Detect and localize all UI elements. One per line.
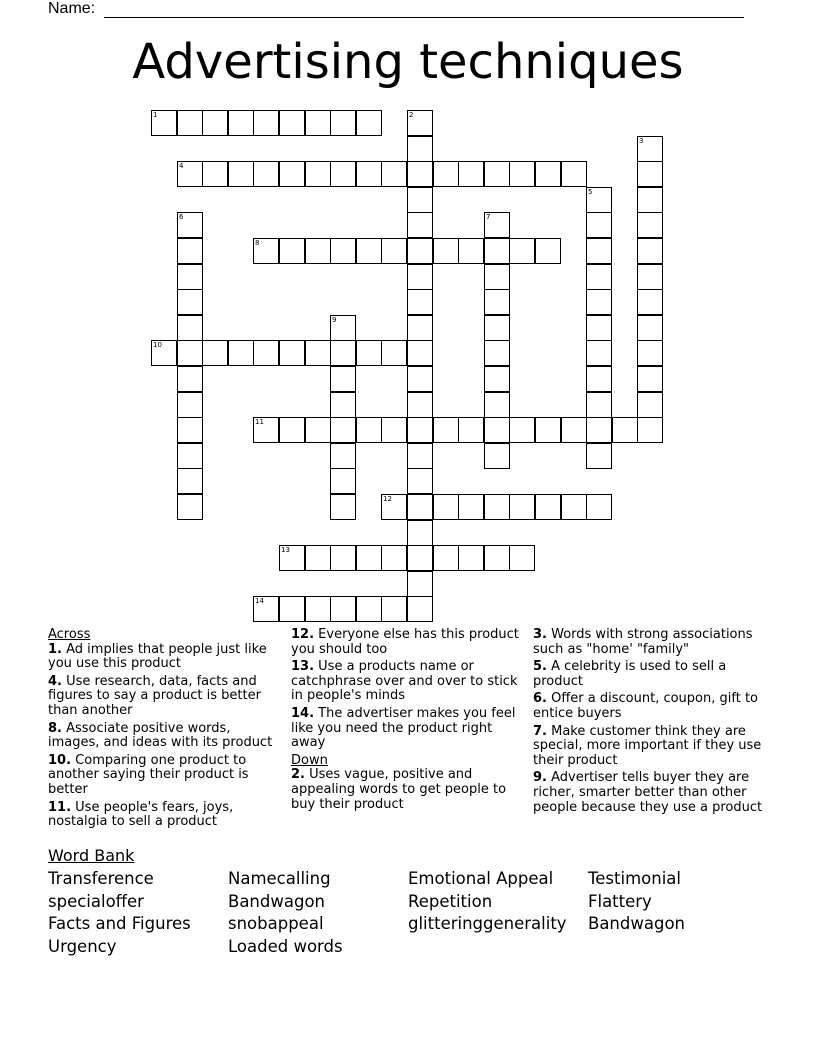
crossword-cell[interactable] <box>458 161 484 187</box>
crossword-cell[interactable] <box>586 187 612 213</box>
crossword-cell[interactable] <box>407 315 433 341</box>
word-bank-item: Flattery <box>588 891 652 911</box>
crossword-cell[interactable] <box>279 340 305 366</box>
crossword-cell[interactable] <box>535 417 561 443</box>
clue-column-3 <box>533 628 773 818</box>
crossword-cell[interactable] <box>433 494 459 520</box>
word-bank-item: Emotional Appeal <box>408 869 554 888</box>
word-bank-item: Bandwagon <box>228 891 325 911</box>
crossword-cell[interactable] <box>484 417 510 443</box>
crossword-cell[interactable] <box>228 110 254 136</box>
crossword-cell[interactable] <box>535 161 561 187</box>
crossword-cell[interactable] <box>407 366 433 392</box>
crossword-cell[interactable] <box>484 366 510 392</box>
crossword-cell[interactable] <box>305 340 331 366</box>
crossword-cell[interactable] <box>586 289 612 315</box>
crossword-cell[interactable] <box>484 545 510 571</box>
clue-down-5: 5. A celebrity is used to sell a product <box>533 659 727 689</box>
crossword-cell[interactable] <box>228 340 254 366</box>
crossword-cell[interactable] <box>407 212 433 238</box>
crossword-cell[interactable] <box>177 494 203 520</box>
down-heading: Down <box>291 752 328 768</box>
crossword-cell[interactable] <box>228 161 254 187</box>
crossword-cell[interactable] <box>509 161 535 187</box>
clue-across-10: 10. Comparing one product to another saying their product is better <box>48 752 249 797</box>
clue-number: 3 <box>639 137 644 145</box>
crossword-cell[interactable] <box>330 315 356 341</box>
crossword-cell[interactable] <box>561 494 587 520</box>
crossword-cell[interactable] <box>458 545 484 571</box>
crossword-cell[interactable] <box>586 417 612 443</box>
crossword-cell[interactable] <box>484 340 510 366</box>
crossword-cell[interactable] <box>177 289 203 315</box>
crossword-cell[interactable] <box>177 212 203 238</box>
crossword-cell[interactable] <box>407 494 433 520</box>
crossword-cell[interactable] <box>407 110 433 136</box>
clue-down-9: 9. Advertiser tells buyer they are richer, smarter better than other people because they use a product <box>533 770 763 815</box>
crossword-cell[interactable] <box>637 238 663 264</box>
clue-number: 12 <box>383 495 392 503</box>
crossword-cell[interactable] <box>637 289 663 315</box>
crossword-cell[interactable] <box>356 596 382 622</box>
crossword-cell[interactable] <box>177 161 203 187</box>
crossword-cell[interactable] <box>356 238 382 264</box>
crossword-cell[interactable] <box>586 392 612 418</box>
crossword-cell[interactable] <box>177 110 203 136</box>
crossword-cell[interactable] <box>637 417 663 443</box>
crossword-cell[interactable] <box>586 238 612 264</box>
crossword-cell[interactable] <box>407 443 433 469</box>
crossword-cell[interactable] <box>253 110 279 136</box>
crossword-cell[interactable] <box>407 520 433 546</box>
crossword-cell[interactable] <box>177 392 203 418</box>
page-title: Advertising techniques <box>132 34 684 90</box>
clue-across-14: 14. The advertiser makes you feel like you need the product right away <box>291 705 516 751</box>
crossword-cell[interactable] <box>177 315 203 341</box>
crossword-cell[interactable] <box>407 596 433 622</box>
clue-number: 8 <box>255 239 260 247</box>
crossword-cell[interactable] <box>637 161 663 187</box>
crossword-cell[interactable] <box>586 340 612 366</box>
clue-number: 10 <box>153 341 162 349</box>
crossword-cell[interactable] <box>612 417 638 443</box>
crossword-cell[interactable] <box>202 110 228 136</box>
crossword-cell[interactable] <box>407 187 433 213</box>
crossword-cell[interactable] <box>586 264 612 290</box>
crossword-cell[interactable] <box>330 110 356 136</box>
word-bank-item: Repetition <box>408 891 493 911</box>
crossword-cell[interactable] <box>279 161 305 187</box>
clue-across-11: 11. Use people's fears, joys, nostalgia to sell a product <box>48 799 234 830</box>
clue-number: 5 <box>588 188 593 196</box>
crossword-cell[interactable] <box>433 238 459 264</box>
crossword-cell[interactable] <box>177 238 203 264</box>
crossword-cell[interactable] <box>177 340 203 366</box>
clue-number: 1 <box>153 111 158 119</box>
crossword-cell[interactable] <box>586 494 612 520</box>
crossword-cell[interactable] <box>458 494 484 520</box>
crossword-cell[interactable] <box>356 110 382 136</box>
crossword-cell[interactable] <box>484 161 510 187</box>
word-bank-item: Namecalling <box>228 869 331 888</box>
crossword-cell[interactable] <box>330 596 356 622</box>
crossword-cell[interactable] <box>305 161 331 187</box>
clue-across-13: 13. Use a products name or catchphrase over and over to stick in people's minds <box>291 659 518 704</box>
crossword-cell[interactable] <box>407 417 433 443</box>
crossword-cell[interactable] <box>484 494 510 520</box>
across-heading: Across <box>48 627 91 642</box>
crossword-cell[interactable] <box>509 417 535 443</box>
clue-number: 6 <box>179 213 184 221</box>
clue-number: 9 <box>332 316 337 324</box>
crossword-cell[interactable] <box>484 289 510 315</box>
crossword-cell[interactable] <box>356 545 382 571</box>
clue-column-2 <box>291 628 523 815</box>
crossword-cell[interactable] <box>330 340 356 366</box>
word-bank-item: Transference <box>48 869 154 888</box>
crossword-cell[interactable] <box>381 596 407 622</box>
crossword-cell[interactable] <box>407 571 433 597</box>
crossword-cell[interactable] <box>253 161 279 187</box>
crossword-cell[interactable] <box>202 340 228 366</box>
crossword-cell[interactable] <box>637 315 663 341</box>
crossword-cell[interactable] <box>151 340 177 366</box>
clue-number: 11 <box>255 418 264 426</box>
crossword-cell[interactable] <box>177 443 203 469</box>
word-bank-item: Urgency <box>48 936 117 956</box>
clue-down-6: 6. Offer a discount, coupon, gift to entice buyers <box>533 691 758 721</box>
crossword-cell[interactable] <box>433 545 459 571</box>
crossword-cell[interactable] <box>637 340 663 366</box>
crossword-cell[interactable] <box>509 494 535 520</box>
crossword-cell[interactable] <box>305 545 331 571</box>
crossword-cell[interactable] <box>407 238 433 264</box>
crossword-cell[interactable] <box>535 494 561 520</box>
crossword-cell[interactable] <box>407 392 433 418</box>
crossword-cell[interactable] <box>330 545 356 571</box>
clue-across-8: 8. Associate positive words, images, and ideas with its product <box>48 720 273 751</box>
crossword-cell[interactable] <box>484 315 510 341</box>
crossword-cell[interactable] <box>484 212 510 238</box>
crossword-cell[interactable] <box>407 161 433 187</box>
crossword-cell[interactable] <box>433 161 459 187</box>
clue-number: 7 <box>486 213 491 221</box>
clue-number: 4 <box>179 162 184 170</box>
crossword-cell[interactable] <box>586 366 612 392</box>
crossword-cell[interactable] <box>407 264 433 290</box>
crossword-cell[interactable] <box>330 417 356 443</box>
crossword-cell[interactable] <box>484 264 510 290</box>
crossword-cell[interactable] <box>305 238 331 264</box>
crossword-cell[interactable] <box>637 264 663 290</box>
crossword-cell[interactable] <box>586 315 612 341</box>
crossword-cell[interactable] <box>279 596 305 622</box>
crossword-cell[interactable] <box>381 494 407 520</box>
crossword-cell[interactable] <box>177 468 203 494</box>
crossword-cell[interactable] <box>381 238 407 264</box>
clue-column-1 <box>48 628 280 833</box>
crossword-cell[interactable] <box>330 443 356 469</box>
crossword-cell[interactable] <box>407 340 433 366</box>
crossword-cell[interactable] <box>637 212 663 238</box>
crossword-cell[interactable] <box>330 238 356 264</box>
crossword-cell[interactable] <box>305 110 331 136</box>
crossword-cell[interactable] <box>407 289 433 315</box>
crossword-cell[interactable] <box>561 161 587 187</box>
crossword-cell[interactable] <box>330 468 356 494</box>
crossword-cell[interactable] <box>253 596 279 622</box>
word-bank-item: Loaded words <box>228 936 343 956</box>
crossword-cell[interactable] <box>458 417 484 443</box>
crossword-cell[interactable] <box>330 392 356 418</box>
crossword-cell[interactable] <box>151 110 177 136</box>
word-bank-item: specialoffer <box>48 891 144 911</box>
clue-number: 2 <box>409 111 414 119</box>
crossword-cell[interactable] <box>330 494 356 520</box>
crossword-cell[interactable] <box>356 161 382 187</box>
crossword-cell[interactable] <box>279 110 305 136</box>
crossword-cell[interactable] <box>484 392 510 418</box>
crossword-cell[interactable] <box>253 238 279 264</box>
crossword-cell[interactable] <box>356 340 382 366</box>
clue-down-7: 7. Make customer think they are special, more important if they use their product <box>533 723 762 768</box>
crossword-cell[interactable] <box>381 545 407 571</box>
crossword-cell[interactable] <box>253 340 279 366</box>
crossword-cell[interactable] <box>407 468 433 494</box>
crossword-cell[interactable] <box>381 340 407 366</box>
crossword-cell[interactable] <box>586 443 612 469</box>
crossword-cell[interactable] <box>484 443 510 469</box>
crossword-cell[interactable] <box>279 417 305 443</box>
crossword-cell[interactable] <box>330 366 356 392</box>
crossword-cell[interactable] <box>535 238 561 264</box>
clue-number: 14 <box>255 597 264 605</box>
word-bank-item: Facts and Figures <box>48 914 191 934</box>
clue-down-3: 3. Words with strong associations such as "home' "family" <box>533 627 753 657</box>
clue-across-12: 12. Everyone else has this product you should too <box>291 627 519 657</box>
crossword-cell[interactable] <box>561 417 587 443</box>
clue-across-4: 4. Use research, data, facts and figures to say a product is better than another <box>48 673 261 718</box>
crossword-cell[interactable] <box>637 366 663 392</box>
clue-number: 13 <box>281 546 290 554</box>
crossword-cell[interactable] <box>637 187 663 213</box>
crossword-cell[interactable] <box>433 417 459 443</box>
word-bank <box>48 868 768 958</box>
name-label: Name: <box>48 0 100 17</box>
word-bank-item: glitteringgenerality <box>408 914 567 934</box>
crossword-cell[interactable] <box>509 238 535 264</box>
crossword-cell[interactable] <box>381 417 407 443</box>
clue-down-2: 2. Uses vague, positive and appealing words to get people to buy their product <box>291 767 507 812</box>
crossword-cell[interactable] <box>177 417 203 443</box>
crossword-cell[interactable] <box>407 136 433 162</box>
word-bank-title: Word Bank <box>48 846 135 865</box>
crossword-cell[interactable] <box>177 264 203 290</box>
clue-across-1: 1. Ad implies that people just like you use this product <box>48 641 267 672</box>
crossword-cell[interactable] <box>177 366 203 392</box>
crossword-cell[interactable] <box>330 161 356 187</box>
crossword-cell[interactable] <box>381 161 407 187</box>
crossword-cell[interactable] <box>356 417 382 443</box>
crossword-cell[interactable] <box>407 545 433 571</box>
word-bank-item: Testimonial <box>588 869 681 888</box>
crossword-cell[interactable] <box>637 136 663 162</box>
crossword-cell[interactable] <box>279 545 305 571</box>
crossword-cell[interactable] <box>637 392 663 418</box>
crossword-cell[interactable] <box>484 238 510 264</box>
word-bank-item: Bandwagon <box>588 914 685 934</box>
crossword-cell[interactable] <box>509 545 535 571</box>
crossword-cell[interactable] <box>202 161 228 187</box>
crossword-cell[interactable] <box>305 596 331 622</box>
crossword-cell[interactable] <box>305 417 331 443</box>
crossword-cell[interactable] <box>253 417 279 443</box>
word-bank-item: snobappeal <box>228 914 324 934</box>
crossword-cell[interactable] <box>279 238 305 264</box>
crossword-cell[interactable] <box>586 212 612 238</box>
crossword-cell[interactable] <box>458 238 484 264</box>
